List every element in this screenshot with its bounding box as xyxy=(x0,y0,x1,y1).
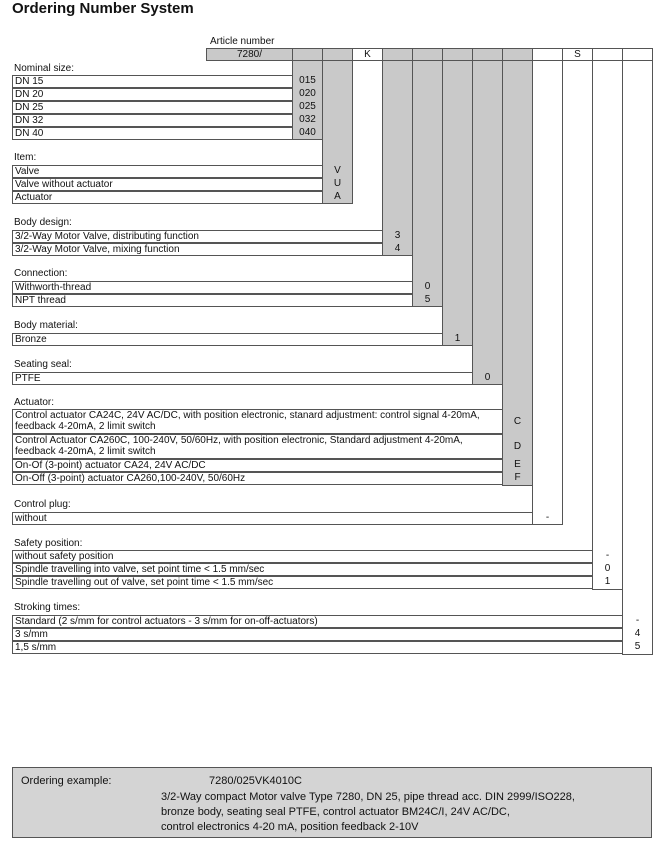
control-plug-code: - xyxy=(545,512,550,523)
item-row: Valve without actuator xyxy=(12,178,323,191)
actuator-code: C xyxy=(513,416,522,427)
header-cell-s: S xyxy=(562,48,593,61)
stroking-times-label: Stroking times: xyxy=(14,602,81,613)
ordering-example-line: 3/2-Way compact Motor valve Type 7280, DN 25, pipe thread acc. DIN 2999/ISO228, xyxy=(161,791,575,803)
column-control-plug xyxy=(532,60,563,525)
stroking-times-row: 3 s/mm xyxy=(12,628,623,641)
safety-position-row: Spindle travelling into valve, set point time < 1.5 mm/sec xyxy=(12,563,593,576)
nominal-row: DN 32 xyxy=(12,114,293,127)
ordering-example-code: 7280/025VK4010C xyxy=(209,775,302,787)
actuator-label: Actuator: xyxy=(14,397,55,408)
seating-seal-code: 0 xyxy=(484,372,491,383)
actuator-row: On-Off (3-point) actuator CA260,100-240V, 50/60Hz xyxy=(12,472,503,485)
stroking-times-code: 4 xyxy=(634,628,641,639)
article-prefix-cell: 7280/ xyxy=(206,48,293,61)
column-safety xyxy=(592,60,623,590)
connection-code: 5 xyxy=(424,294,431,305)
nominal-size-label: Nominal size: xyxy=(14,63,75,74)
safety-position-row: Spindle travelling out of valve, set point time < 1.5 mm/sec xyxy=(12,576,593,589)
nominal-row: DN 15 xyxy=(12,75,293,88)
actuator-code: E xyxy=(514,459,521,470)
body-design-code: 4 xyxy=(394,243,401,254)
nominal-code: 020 xyxy=(299,88,316,99)
column-stroking xyxy=(622,60,653,655)
safety-position-row: without safety position xyxy=(12,550,593,563)
nominal-code: 032 xyxy=(299,114,316,125)
column-body-material xyxy=(442,60,473,346)
item-code: A xyxy=(334,191,341,202)
article-number-label: Article number xyxy=(210,36,275,47)
body-design-row: 3/2-Way Motor Valve, mixing function xyxy=(12,243,383,256)
item-label: Item: xyxy=(14,152,37,163)
stroking-times-code: - xyxy=(635,615,640,626)
actuator-row: On-Of (3-point) actuator CA24, 24V AC/DC xyxy=(12,459,503,472)
item-code: V xyxy=(334,165,341,176)
column-body-design xyxy=(382,60,413,256)
control-plug-row: without xyxy=(12,512,533,525)
connection-row: Withworth-thread xyxy=(12,281,413,294)
item-row: Actuator xyxy=(12,191,323,204)
nominal-row: DN 40 xyxy=(12,127,293,140)
ordering-example-label: Ordering example: xyxy=(21,775,112,787)
stroking-times-row: 1,5 s/mm xyxy=(12,641,623,654)
connection-row: NPT thread xyxy=(12,294,413,307)
body-design-code: 3 xyxy=(394,230,401,241)
header-cell-k: K xyxy=(352,48,383,61)
column-seating-seal xyxy=(472,60,503,385)
item-row: Valve xyxy=(12,165,323,178)
safety-position-code: 0 xyxy=(604,563,611,574)
nominal-code: 025 xyxy=(299,101,316,112)
page-title: Ordering Number System xyxy=(12,0,194,17)
safety-position-label: Safety position: xyxy=(14,538,83,549)
connection-code: 0 xyxy=(424,281,431,292)
actuator-row: Control actuator CA24C, 24V AC/DC, with position electronic, stanard adjustment: control signal 4-20mA, feedback 4-20mA, 2 limit switch xyxy=(12,409,503,434)
actuator-code: D xyxy=(513,441,522,452)
nominal-code: 015 xyxy=(299,75,316,86)
safety-position-code: - xyxy=(605,550,610,561)
actuator-row: Control Actuator CA260C, 100-240V, 50/60Hz, with position electronic, Standard adjustment 4-20mA, feedback 4-20mA, 2 limit switch xyxy=(12,434,503,459)
column-connection xyxy=(412,60,443,307)
item-code: U xyxy=(333,178,342,189)
nominal-row: DN 25 xyxy=(12,101,293,114)
connection-label: Connection: xyxy=(14,268,68,279)
body-design-label: Body design: xyxy=(14,217,72,228)
body-material-row: Bronze xyxy=(12,333,443,346)
actuator-code: F xyxy=(514,472,521,483)
control-plug-label: Control plug: xyxy=(14,499,71,510)
nominal-code: 040 xyxy=(299,127,316,138)
stroking-times-code: 5 xyxy=(634,641,641,652)
body-material-code: 1 xyxy=(454,333,461,344)
ordering-example-box xyxy=(12,767,652,838)
seating-seal-label: Seating seal: xyxy=(14,359,72,370)
ordering-example-description xyxy=(161,790,575,835)
ordering-example-line: bronze body, seating seal PTFE, control actuator BM24C/I, 24V AC/DC, xyxy=(161,806,510,818)
body-design-row: 3/2-Way Motor Valve, distributing function xyxy=(12,230,383,243)
body-material-label: Body material: xyxy=(14,320,78,331)
stroking-times-row: Standard (2 s/mm for control actuators - 3 s/mm for on-off-actuators) xyxy=(12,615,623,628)
safety-position-code: 1 xyxy=(604,576,611,587)
ordering-example-line: control electronics 4-20 mA, position feedback 2-10V xyxy=(161,821,419,833)
seating-seal-row: PTFE xyxy=(12,372,473,385)
nominal-row: DN 20 xyxy=(12,88,293,101)
